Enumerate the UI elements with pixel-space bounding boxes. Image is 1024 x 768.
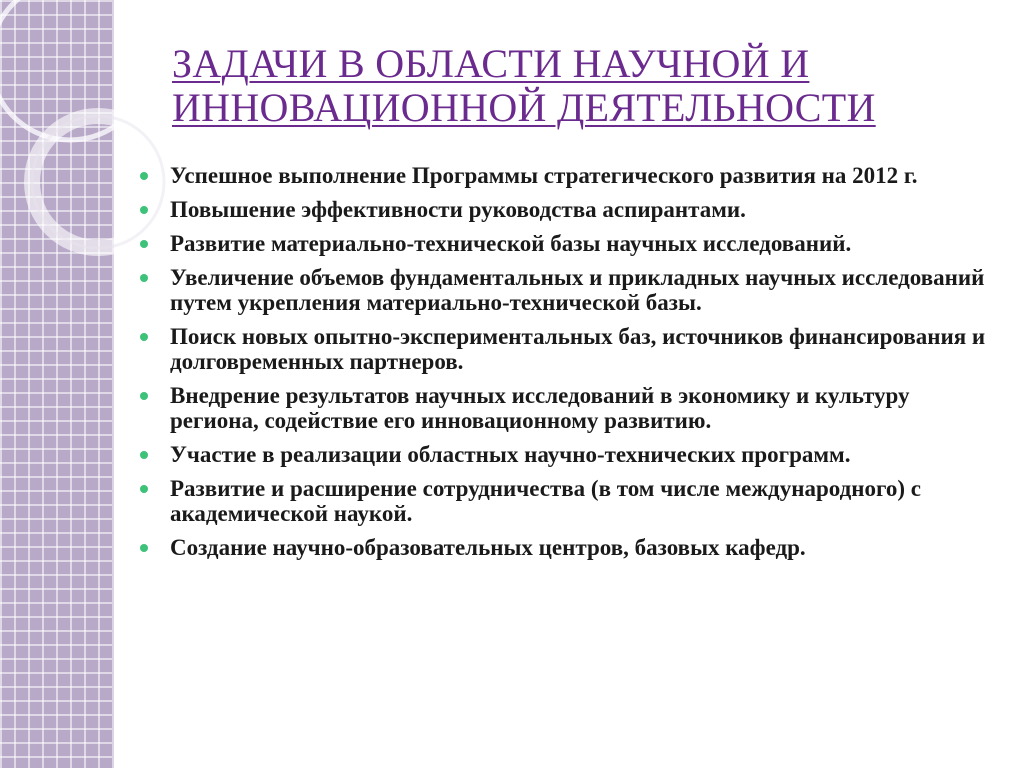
bullet-dot-icon: [140, 544, 148, 552]
bullet-dot-icon: [140, 451, 148, 459]
slide-title: [172, 42, 972, 130]
slide-title-line-2: ИННОВАЦИОННОЙ ДЕЯТЕЛЬНОСТИ: [172, 85, 876, 130]
list-item: [136, 163, 996, 188]
list-item: [136, 324, 996, 374]
task-list: [136, 163, 996, 569]
bullet-dot-icon: [140, 485, 148, 493]
list-item: [136, 383, 996, 433]
bullet-dot-icon: [140, 240, 148, 248]
bullet-dot-icon: [140, 392, 148, 400]
list-item-text: Успешное выполнение Программы стратегического развития на 2012 г.: [170, 163, 918, 188]
list-item-text: Поиск новых опытно-экспериментальных баз, источников финансирования и долговременных партнеров.: [170, 324, 986, 374]
bullet-dot-icon: [140, 274, 148, 282]
list-item-text: Участие в реализации областных научно-технических программ.: [170, 442, 851, 467]
list-item-text: Внедрение результатов научных исследований в экономику и культуру региона, содействие его инновационному развитию.: [170, 383, 910, 433]
list-item: [136, 535, 996, 560]
bullet-dot-icon: [140, 172, 148, 180]
list-item-text: Развитие материально-технической базы научных исследований.: [170, 231, 852, 256]
list-item: [136, 442, 996, 467]
list-item-text: Увеличение объемов фундаментальных и прикладных научных исследований путем укрепления материально-технической базы.: [170, 265, 985, 315]
list-item-text: Развитие и расширение сотрудничества (в том числе международного) с академической наукой.: [170, 476, 921, 526]
list-item: [136, 197, 996, 222]
bullet-dot-icon: [140, 206, 148, 214]
list-item: [136, 476, 996, 526]
list-item: [136, 265, 996, 315]
list-item: [136, 231, 996, 256]
list-item-text: Создание научно-образовательных центров, базовых кафедр.: [170, 535, 806, 560]
bullet-dot-icon: [140, 333, 148, 341]
list-item-text: Повышение эффективности руководства аспирантами.: [170, 197, 746, 222]
slide-title-line-1: ЗАДАЧИ В ОБЛАСТИ НАУЧНОЙ И: [172, 41, 810, 86]
